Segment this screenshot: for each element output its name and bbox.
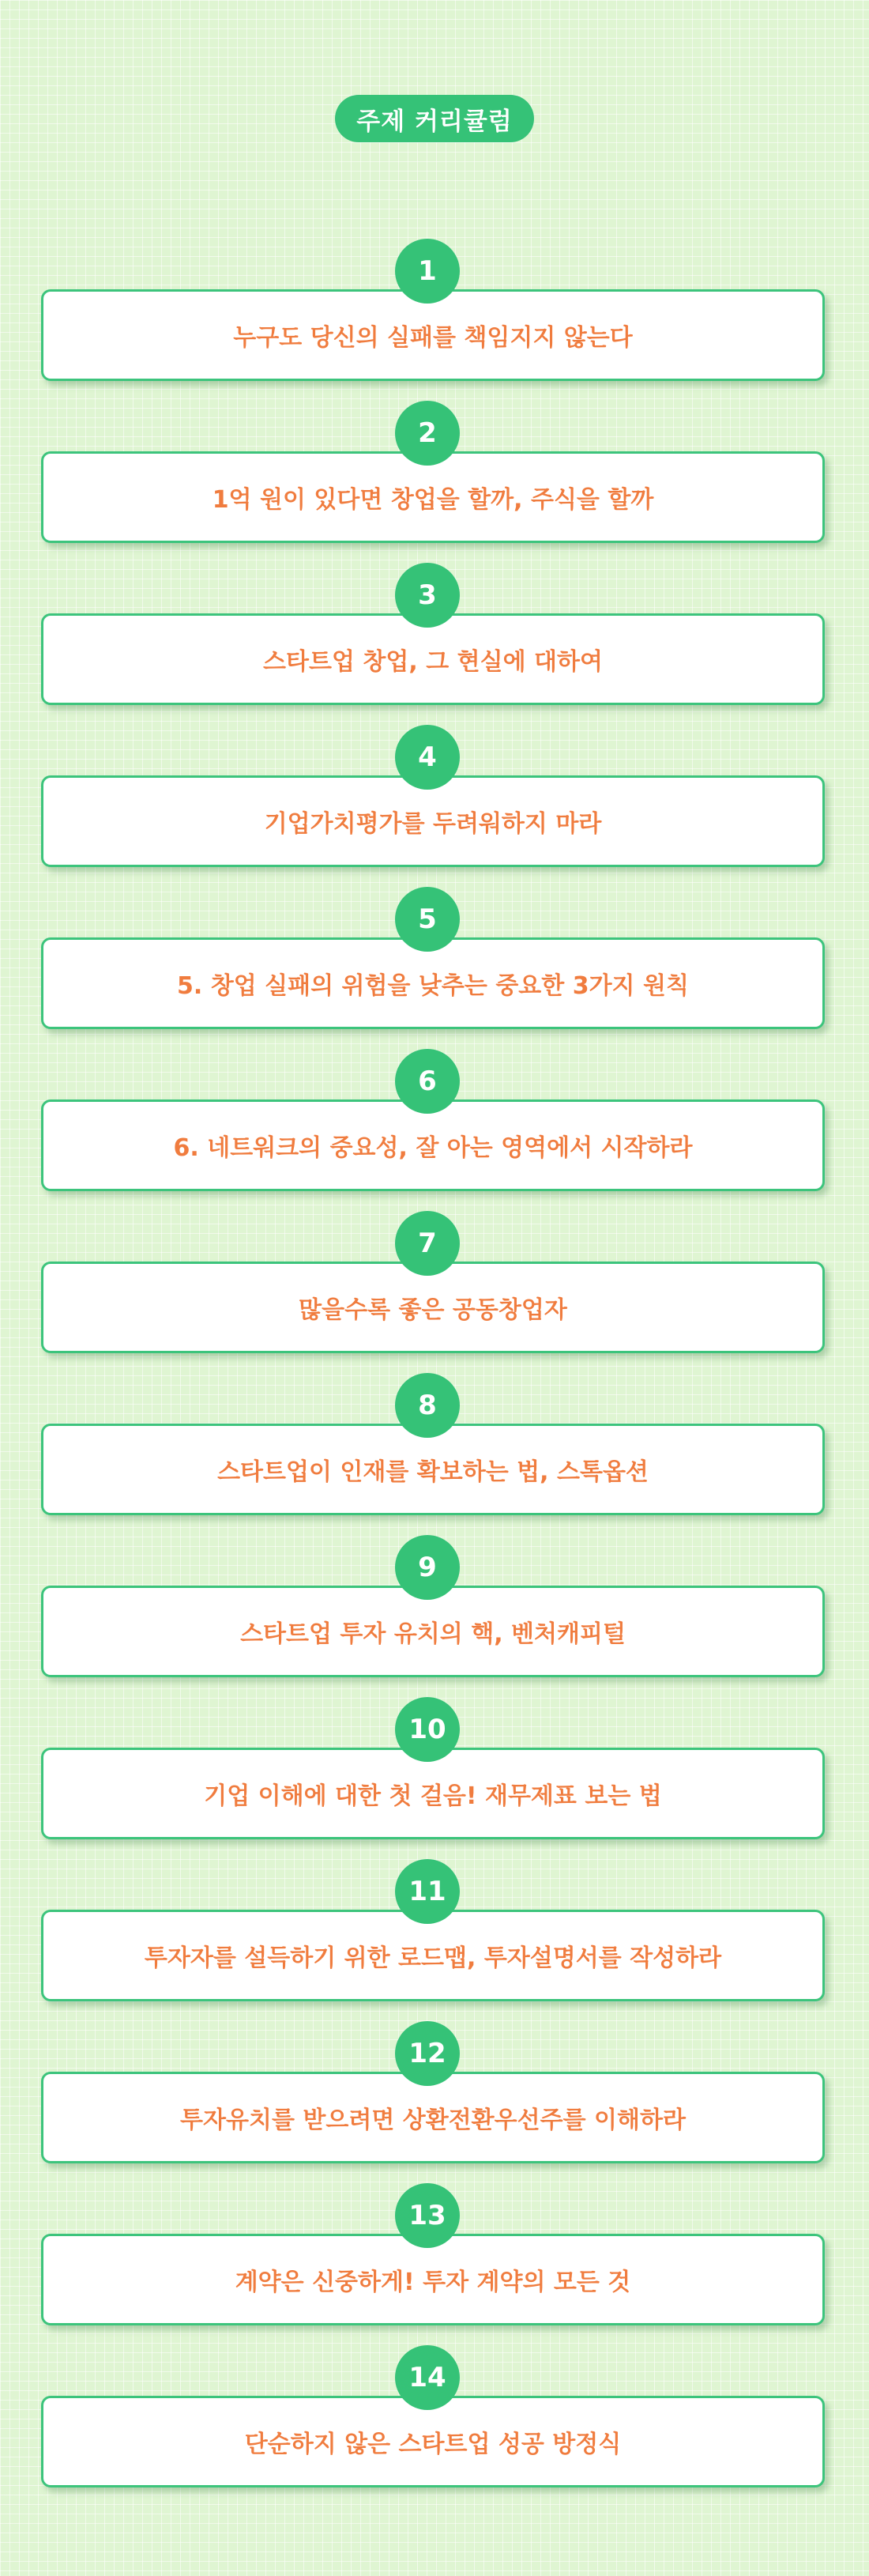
item-number-badge: 5 bbox=[395, 887, 460, 952]
curriculum-item bbox=[41, 903, 828, 1032]
curriculum-item bbox=[41, 1065, 828, 1194]
curriculum-item-title: 5. 창업 실패의 위험을 낮추는 중요한 3가지 원칙 bbox=[177, 972, 689, 1000]
curriculum-item-title: 계약은 신중하게! 투자 계약의 모든 것 bbox=[235, 2269, 631, 2296]
curriculum-item-title: 투자자를 설득하기 위한 로드맵, 투자설명서를 작성하라 bbox=[144, 1944, 722, 1972]
curriculum-item bbox=[41, 741, 828, 870]
curriculum-item bbox=[41, 1714, 828, 1842]
curriculum-item bbox=[41, 1876, 828, 2005]
curriculum-item-title: 단순하지 않은 스타트업 성공 방정식 bbox=[244, 2431, 622, 2458]
item-number-badge: 12 bbox=[395, 2021, 460, 2086]
item-number-badge: 7 bbox=[395, 1211, 460, 1276]
curriculum-item bbox=[41, 1390, 828, 1518]
item-number-badge: 14 bbox=[395, 2345, 460, 2410]
item-number-badge: 6 bbox=[395, 1049, 460, 1114]
page-title: 주제 커리큘럼 bbox=[356, 107, 513, 136]
curriculum-item-title: 기업가치평가를 두려워하지 마라 bbox=[264, 810, 602, 838]
item-number-badge: 2 bbox=[395, 401, 460, 466]
curriculum-item-title: 누구도 당신의 실패를 책임지지 않는다 bbox=[233, 324, 633, 352]
curriculum-item bbox=[41, 579, 828, 708]
curriculum-item-title: 기업 이해에 대한 첫 걸음! 재무제표 보는 법 bbox=[204, 1782, 662, 1810]
item-number-badge: 1 bbox=[395, 239, 460, 304]
item-number-badge: 9 bbox=[395, 1535, 460, 1600]
curriculum-item bbox=[41, 2038, 828, 2167]
curriculum-item bbox=[41, 2200, 828, 2329]
curriculum-item-title: 스타트업 창업, 그 현실에 대하여 bbox=[263, 648, 603, 676]
curriculum-item-title: 스타트업 투자 유치의 핵, 벤처캐피털 bbox=[240, 1620, 626, 1648]
item-number-badge: 8 bbox=[395, 1373, 460, 1438]
item-number-badge: 13 bbox=[395, 2183, 460, 2248]
curriculum-item bbox=[41, 1228, 828, 1356]
curriculum-item-title: 1억 원이 있다면 창업을 할까, 주식을 할까 bbox=[212, 486, 654, 514]
item-number-badge: 3 bbox=[395, 563, 460, 628]
curriculum-item bbox=[41, 2362, 828, 2491]
item-number-badge: 10 bbox=[395, 1697, 460, 1762]
item-number-badge: 11 bbox=[395, 1859, 460, 1924]
item-number-badge: 4 bbox=[395, 725, 460, 790]
curriculum-item bbox=[41, 1552, 828, 1680]
curriculum-item bbox=[41, 417, 828, 546]
curriculum-item bbox=[41, 255, 828, 384]
curriculum-item-title: 많을수록 좋은 공동창업자 bbox=[299, 1296, 567, 1324]
curriculum-item-title: 스타트업이 인재를 확보하는 법, 스톡옵션 bbox=[217, 1458, 649, 1486]
curriculum-item-title: 6. 네트워크의 중요성, 잘 아는 영역에서 시작하라 bbox=[173, 1134, 693, 1162]
curriculum-item-title: 투자유치를 받으려면 상환전환우선주를 이해하라 bbox=[180, 2106, 686, 2134]
